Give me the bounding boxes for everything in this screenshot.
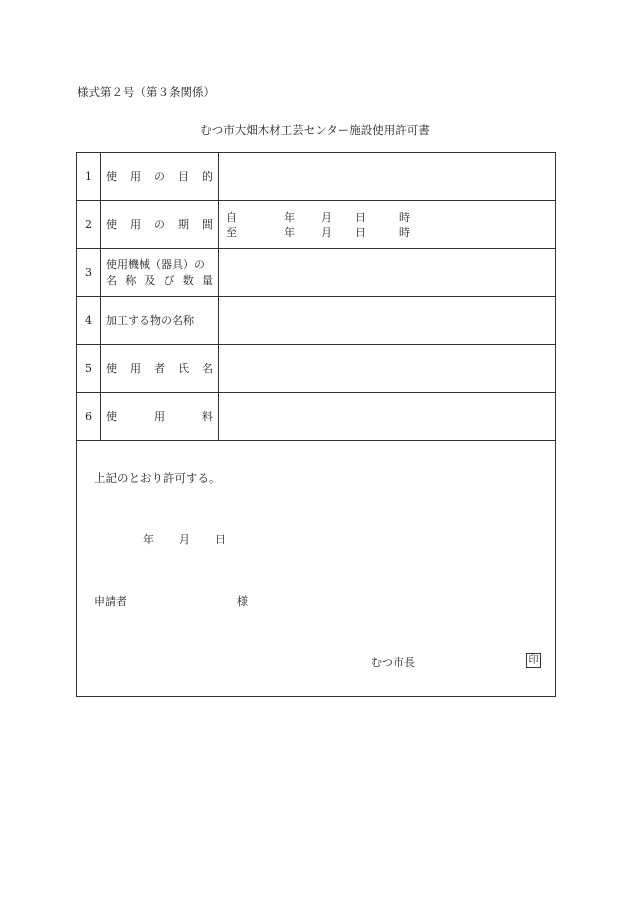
item-label-user-name: 使 用 者 氏 名 xyxy=(101,345,219,393)
form-label: 様式第２号（第３条関係） xyxy=(77,85,215,99)
table-row xyxy=(77,297,555,345)
value-cell-equipment[interactable] xyxy=(219,249,556,297)
approval-date: 年 月 日 xyxy=(143,533,226,546)
value-cell-processed-item[interactable] xyxy=(219,297,556,345)
row-number: 5 xyxy=(77,345,101,393)
item-label-processed-item: 加工する物の名称 xyxy=(101,297,219,345)
value-cell-fee[interactable] xyxy=(219,393,556,441)
value-cell-purpose[interactable] xyxy=(219,153,556,201)
approval-section xyxy=(77,441,555,696)
approval-statement: 上記のとおり許可する。 xyxy=(94,471,221,485)
mayor-label: むつ市長 xyxy=(371,656,415,669)
period-from-line: 自 年 月 日 時 xyxy=(226,210,410,224)
row-number: 3 xyxy=(77,249,101,297)
honorific-label: 様 xyxy=(237,595,248,608)
value-cell-user-name[interactable] xyxy=(219,345,556,393)
document-title: むつ市大畑木材工芸センター施設使用許可書 xyxy=(200,123,430,137)
table-row xyxy=(77,345,555,393)
items-table xyxy=(77,153,555,441)
permit-form-frame xyxy=(76,152,556,697)
row-number: 2 xyxy=(77,201,101,249)
row-number: 4 xyxy=(77,297,101,345)
value-cell-period[interactable] xyxy=(219,201,556,249)
table-row xyxy=(77,153,555,201)
item-label-equipment: 使用機械（器具）の 名 称 及 び 数 量 xyxy=(101,249,219,297)
seal-box: 印 xyxy=(526,653,541,668)
period-to-line: 至 年 月 日 時 xyxy=(226,225,410,239)
row-number: 6 xyxy=(77,393,101,441)
item-label-period: 使 用 の 期 間 xyxy=(101,201,219,249)
table-row xyxy=(77,249,555,297)
applicant-label: 申請者 xyxy=(94,595,127,608)
item-label-fee: 使 用 料 xyxy=(101,393,219,441)
table-row xyxy=(77,393,555,441)
row-number: 1 xyxy=(77,153,101,201)
table-row xyxy=(77,201,555,249)
item-label-purpose: 使 用 の 目 的 xyxy=(101,153,219,201)
